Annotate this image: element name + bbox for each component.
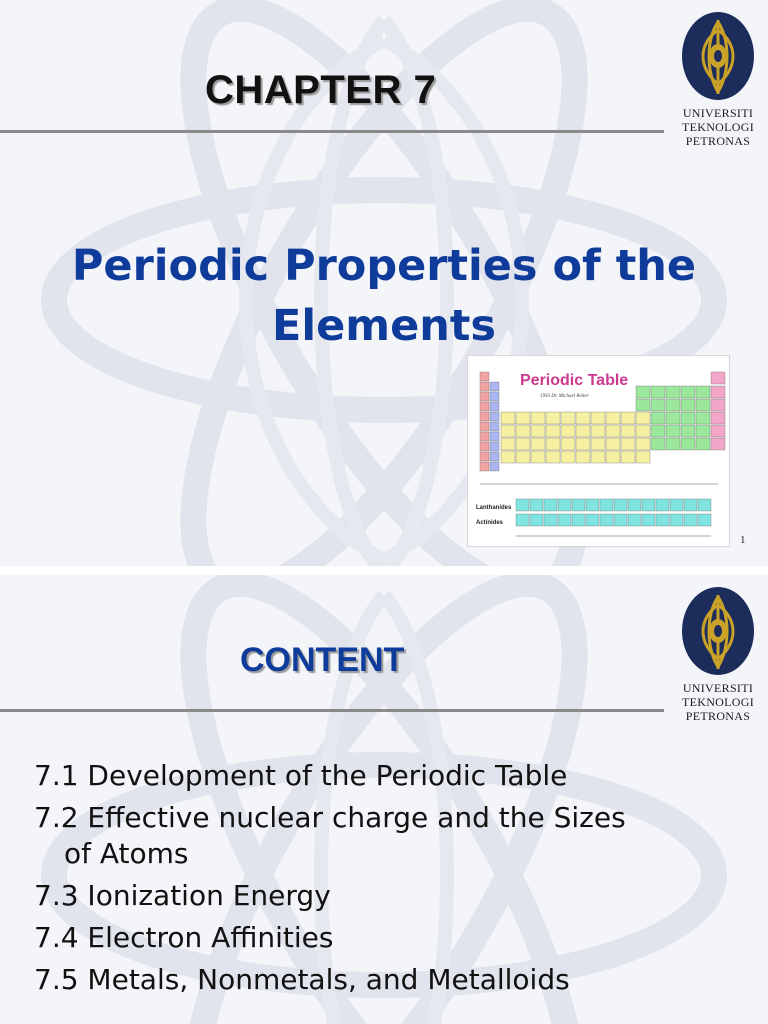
- list-item: [34, 878, 754, 914]
- slide-title: [0, 236, 768, 356]
- list-item-text: 7.3 Ionization Energy: [34, 879, 331, 912]
- lanthanides-label: Lanthanides: [476, 505, 512, 511]
- list-item-continuation: of Atoms: [64, 837, 189, 870]
- list-item-text: 7.5 Metals, Nonmetals, and Metalloids: [34, 963, 570, 996]
- actinides-label: Actinides: [476, 520, 504, 526]
- list-item: [34, 962, 754, 998]
- list-item: [34, 758, 754, 794]
- logo-text-line3: PETRONAS: [685, 709, 751, 723]
- university-logo: [676, 10, 760, 148]
- periodic-table-author: 1993 Dr. Michael Reiter: [540, 394, 589, 399]
- content-heading: CONTENT: [240, 641, 405, 679]
- list-item: [34, 920, 754, 956]
- logo-text-line1: UNIVERSITI: [682, 681, 754, 695]
- utp-emblem-icon: [676, 10, 760, 102]
- periodic-table-image: [467, 355, 730, 547]
- divider: [0, 709, 664, 712]
- content-list: [34, 758, 754, 1004]
- university-logo: [676, 585, 760, 723]
- divider: [0, 130, 664, 133]
- slide-title-line2: Elements: [271, 301, 496, 351]
- logo-text-line2: TEKNOLOGI: [681, 695, 755, 709]
- utp-emblem-icon: [676, 585, 760, 677]
- slide-title-line1: Periodic Properties of the: [71, 241, 697, 291]
- chapter-title: CHAPTER 7: [205, 68, 437, 112]
- list-item-text: 7.1 Development of the Periodic Table: [34, 759, 568, 792]
- logo-text-line3: PETRONAS: [685, 134, 751, 148]
- periodic-table-heading: Periodic Table: [520, 372, 629, 389]
- list-item-text: 7.2 Effective nuclear charge and the Sizes: [34, 801, 626, 834]
- logo-text-line1: UNIVERSITI: [682, 106, 754, 120]
- list-item: [34, 800, 754, 872]
- slide-2: [0, 575, 768, 1024]
- list-item-text: 7.4 Electron Affinities: [34, 921, 334, 954]
- logo-text-line2: TEKNOLOGI: [681, 120, 755, 134]
- page-number: 1: [740, 534, 746, 546]
